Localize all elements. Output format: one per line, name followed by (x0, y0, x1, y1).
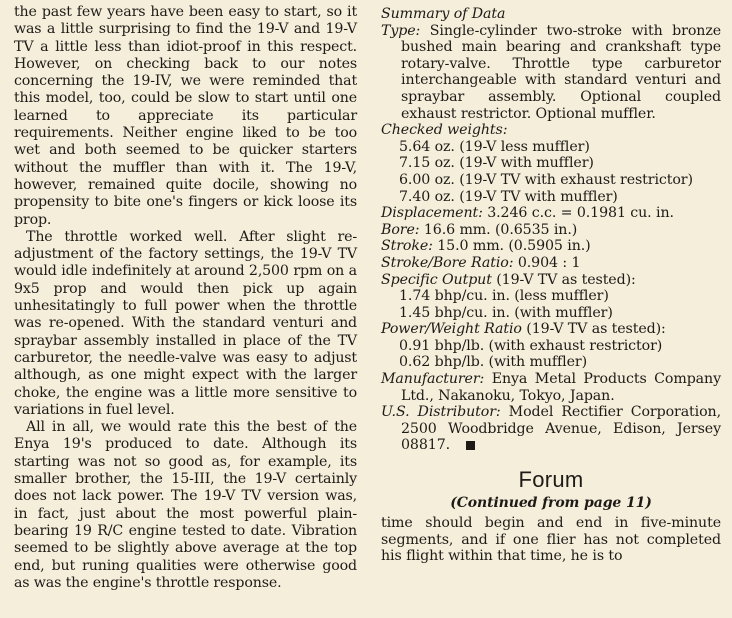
manufacturer-label: Manufacturer: (381, 371, 485, 388)
forum-continued-note: (Continued from page 11) (450, 494, 652, 511)
spec-type (381, 23, 721, 123)
bore-value: 16.6 mm. (0.6535 in.) (423, 221, 578, 238)
spec-power-weight (381, 321, 721, 338)
power-weight-note: (19-V TV as tested): (526, 321, 666, 338)
specific-output-item: 1.45 bhp/cu. in. (with muffler) (399, 304, 613, 321)
specific-output-note: (19-V TV as tested): (496, 271, 636, 288)
article-paragraph-3: All in all, we would rate this the best of the Enya 19's produced to date. Although its starting was not so good as, for example, its smaller brother, the 15-III, the 19-V certainly does not lack power. The 19-V TV version was, in fact, just about the most powerful plain-bearing 19 R/C engine tested to date. Vibration seemed to be slightly above average at the top end, but runing qualities were otherwise good as was the engine's throttle response. (14, 419, 357, 591)
article-column (14, 4, 357, 592)
forum-body-text: time should begin and end in five-minute segments, and if one flier has not completed his flight within that time, he is to (381, 515, 721, 565)
article-paragraph-2: The throttle worked well. After slight re-adjustment of the factory settings, the 19-V TV would idle indefinitely at around 2,500 rpm on a 9x5 prop and would then pick up again unhesitatingly to full power when the throttle was re-opened. With the standard venturi and spraybar assembly installed in place of the TV carburetor, the needle-valve was easy to adjust although, as one might expect with the larger choke, the engine was a little more sensitive to variations in fuel level. (14, 228, 357, 418)
type-text: Single-cylinder two-stroke with bronze bushed main bearing and crankshaft type rotary-valve. Throttle type carburetor interchangeable with standard venturi and spraybar assembly. Optional coupled exhaust restrictor. Optional muffler. (401, 22, 721, 122)
spec-weights-heading (381, 122, 721, 139)
specific-output-list (381, 288, 721, 321)
article-paragraph-1: the past few years have been easy to start, so it was a little surprising to find the 19-V and 19-V TV a little less than idiot-proof in this respect. However, on checking back to our notes concerning the 19-IV, we were reminded that this model, too, could be slow to start until one learned to appreciate its particular requirements. Neither engine liked to be too wet and both seemed to be quicker starters without the muffler than with it. The 19-V, however, remained quite docile, showing no propensity to bite one's fingers or kick loose its prop. (14, 4, 357, 228)
spec-displacement (381, 205, 721, 222)
weight-item: 6.00 oz. (19-V TV with exhaust restrictor) (399, 171, 693, 188)
weights-label: Checked weights: (381, 122, 508, 139)
spec-manufacturer (381, 371, 721, 404)
spec-stroke (381, 238, 721, 255)
power-weight-item: 0.91 bhp/lb. (with exhaust restrictor) (399, 337, 663, 354)
summary-column (381, 6, 721, 565)
distributor-label: U.S. Distributor: (381, 404, 501, 421)
spec-specific-output (381, 272, 721, 289)
type-label: Type: (381, 22, 421, 39)
weights-list (381, 139, 721, 205)
weight-item: 5.64 oz. (19-V less muffler) (399, 138, 590, 155)
weight-item: 7.40 oz. (19-V TV with muffler) (399, 188, 618, 205)
weight-item: 7.15 oz. (19-V with muffler) (399, 155, 594, 172)
power-weight-item: 0.62 bhp/lb. (with muffler) (399, 354, 588, 371)
end-of-article-mark (466, 441, 475, 450)
spec-ratio (381, 255, 721, 272)
bore-label: Bore: (381, 221, 420, 238)
stroke-label: Stroke: (381, 238, 433, 255)
forum-heading: Forum (518, 467, 584, 493)
distributor-value: Model Rectifier Corporation, 2500 Woodbridge Avenue, Edison, Jersey 08817. (401, 404, 721, 454)
summary-title: Summary of Data (381, 6, 506, 22)
ratio-value: 0.904 : 1 (517, 254, 581, 271)
spec-distributor (381, 404, 721, 454)
power-weight-list (381, 338, 721, 371)
displacement-label: Displacement: (381, 205, 483, 222)
manufacturer-value: Enya Metal Products Company Ltd., Nakanoku, Tokyo, Japan. (401, 371, 721, 404)
specific-output-item: 1.74 bhp/cu. in. (less muffler) (399, 288, 609, 305)
spec-bore (381, 222, 721, 239)
specific-output-label: Specific Output (381, 271, 492, 288)
stroke-value: 15.0 mm. (0.5905 in.) (437, 238, 591, 255)
displacement-value: 3.246 c.c. = 0.1981 cu. in. (487, 205, 674, 222)
power-weight-label: Power/Weight Ratio (381, 321, 522, 338)
ratio-label: Stroke/Bore Ratio: (381, 254, 514, 271)
